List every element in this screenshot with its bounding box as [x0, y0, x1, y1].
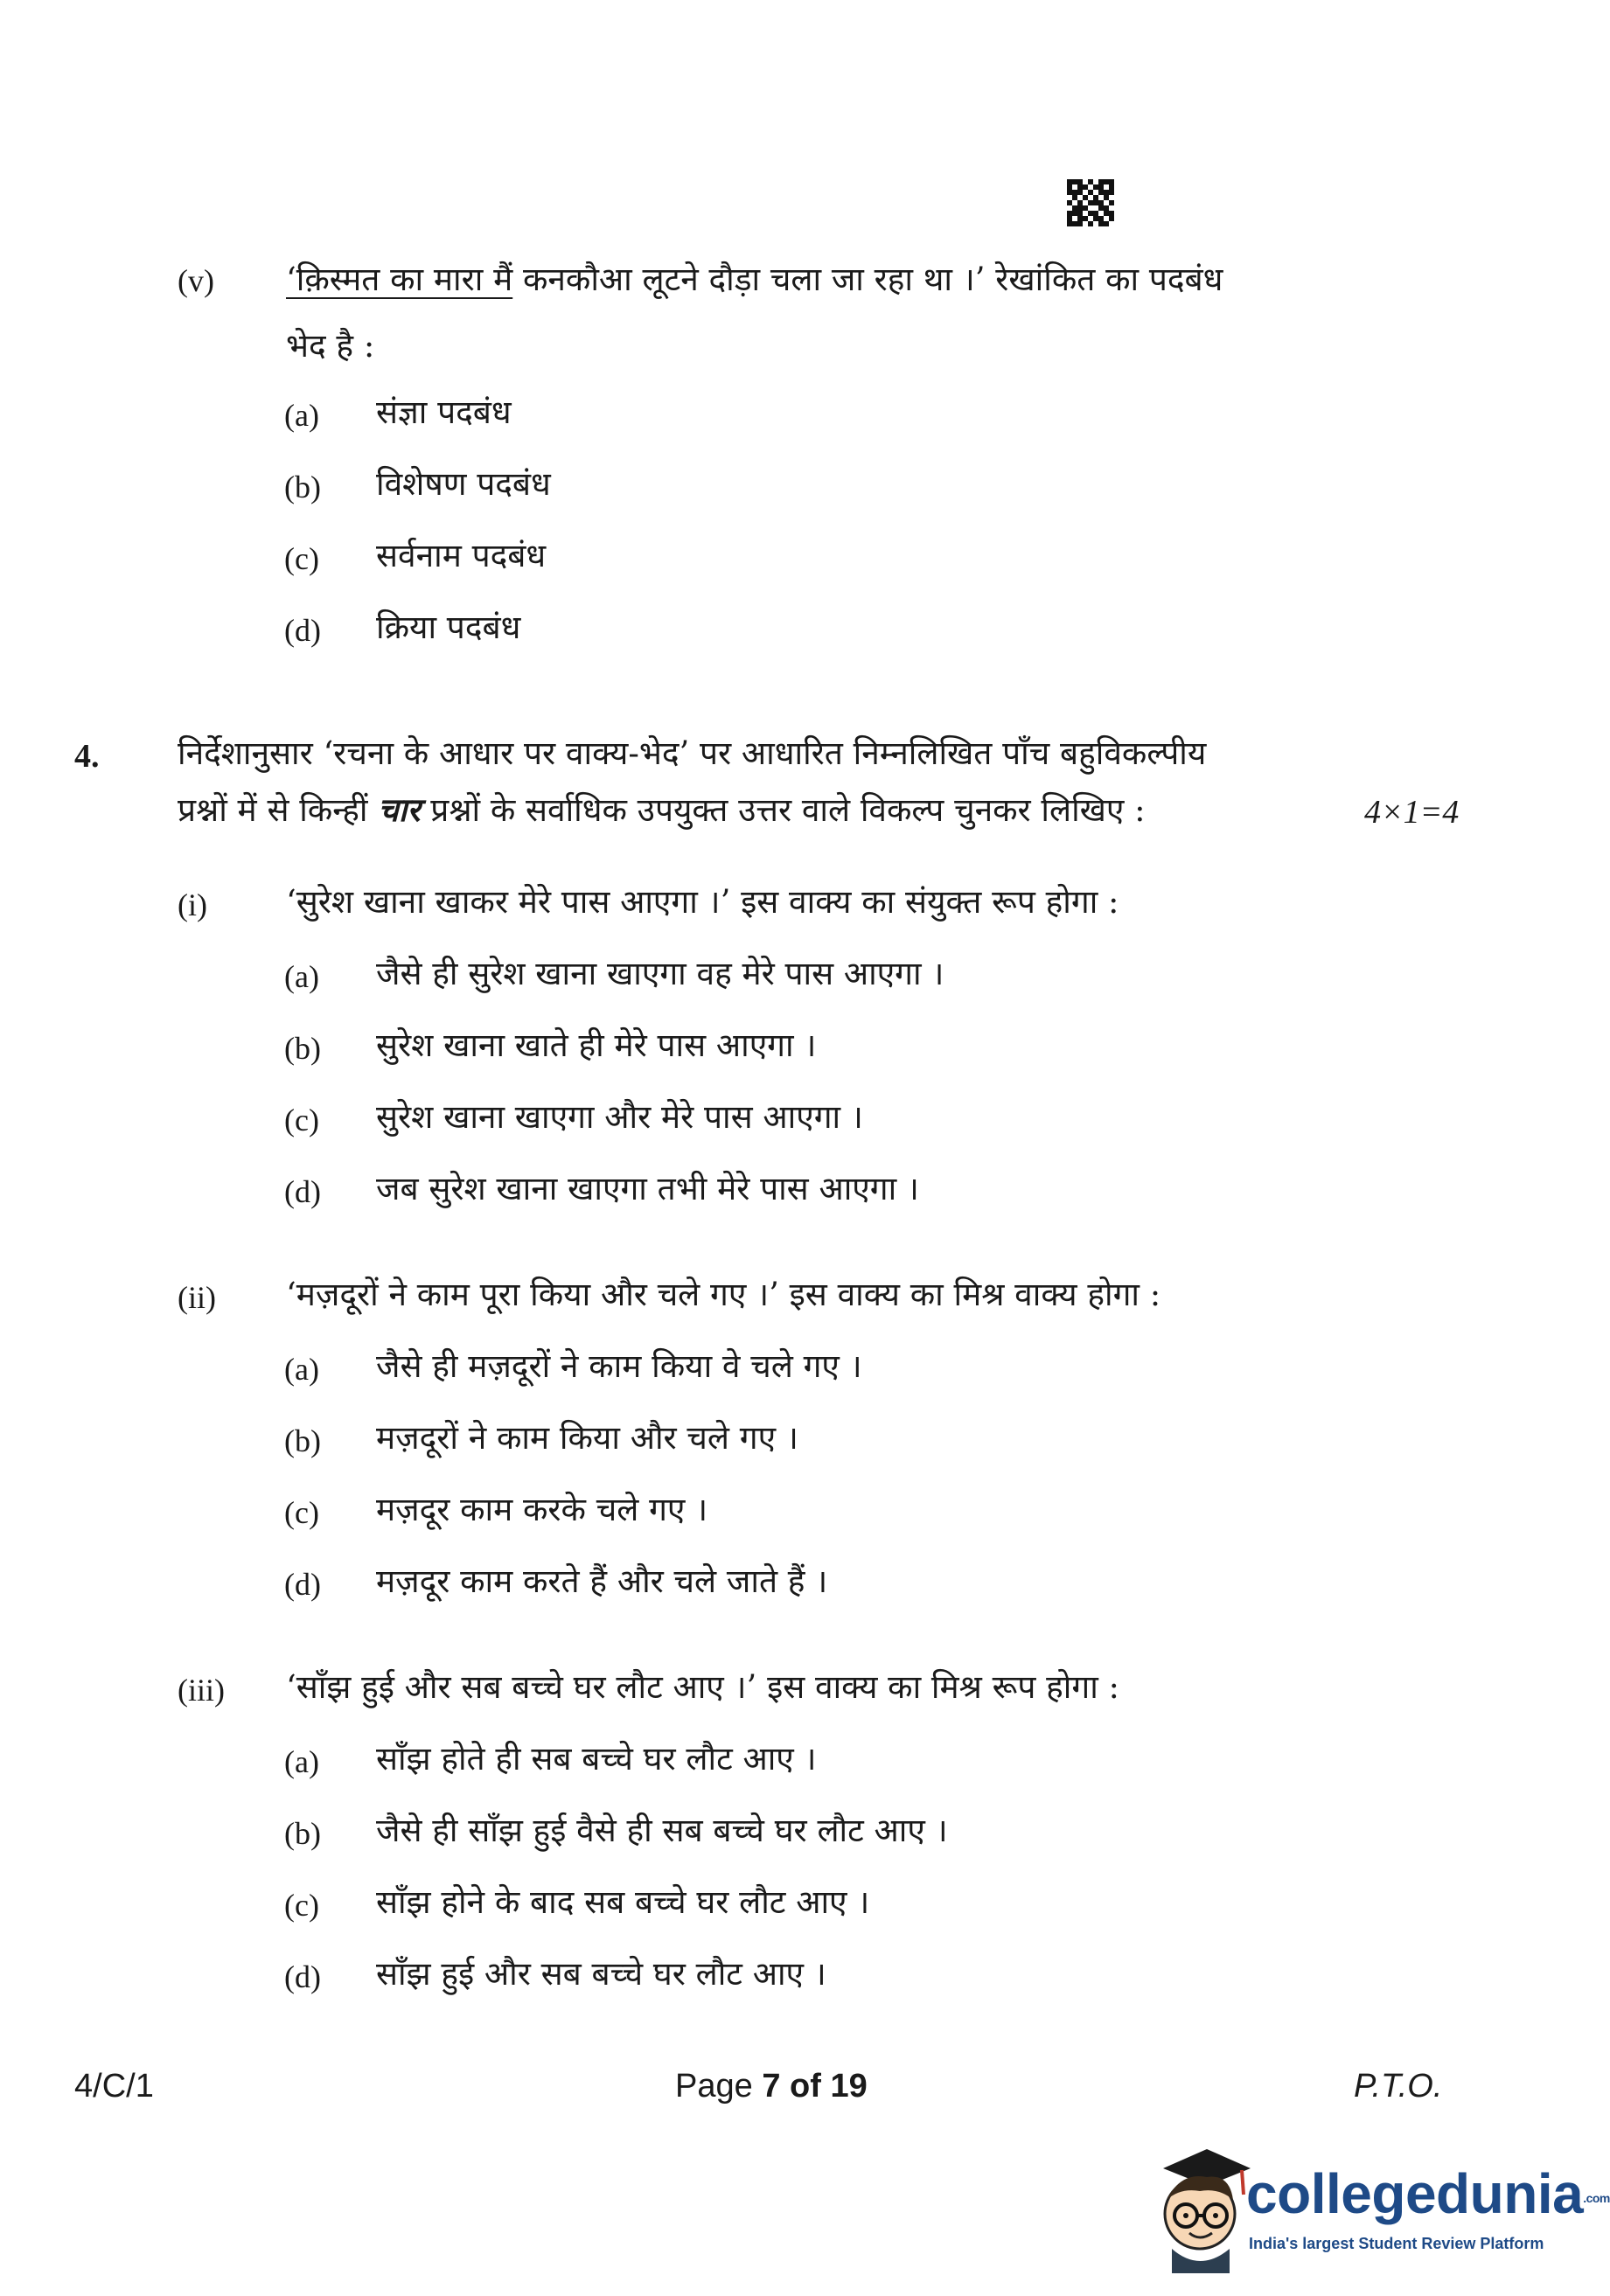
instruction-part: प्रश्नों में से किन्हीं	[178, 791, 379, 829]
subquestion-label: (iii)	[178, 1673, 225, 1708]
option-text: सुरेश खाना खाएगा और मेरे पास आएगा ।	[376, 1098, 863, 1136]
qr-code	[1067, 179, 1114, 226]
option-text: साँझ होने के बाद सब बच्चे घर लौट आए ।	[376, 1883, 870, 1921]
page-total: 19	[830, 2068, 868, 2105]
option-text: संज्ञा पदबंध	[376, 393, 512, 431]
option-label: (c)	[284, 1495, 319, 1530]
page-number	[675, 2065, 868, 2107]
question-label: (v)	[178, 263, 214, 298]
logo-tagline: India's largest Student Review Platform	[1249, 2235, 1544, 2252]
option-text: जैसे ही सुरेश खाना खाएगा वह मेरे पास आएगा ।	[376, 955, 944, 992]
option-label: (a)	[284, 959, 319, 994]
page-current: 7	[762, 2068, 781, 2105]
option-text: जब सुरेश खाना खाएगा तभी मेरे पास आएगा ।	[376, 1170, 919, 1207]
page-prefix: Page	[675, 2068, 763, 2105]
question-text-line2: भेद है :	[286, 327, 375, 365]
instruction-emphasis: चार	[378, 790, 421, 829]
option-text: मज़दूरों ने काम किया और चले गए ।	[376, 1419, 798, 1457]
subquestion-text: ‘मज़दूरों ने काम पूरा किया और चले गए ।’ इस वाक्य का मिश्र वाक्य होगा :	[286, 1276, 1161, 1313]
option-text: साँझ हुई और सब बच्चे घर लौट आए ।	[376, 1955, 826, 1993]
option-text: विशेषण पदबंध	[376, 465, 551, 503]
question-instruction: निर्देशानुसार ‘रचना के आधार पर वाक्य-भेद’ पर आधारित निम्नलिखित पाँच बहुविकल्पीय	[178, 734, 1207, 772]
option-text: सुरेश खाना खाते ही मेरे पास आएगा ।	[376, 1026, 817, 1064]
question-text-rest: कनकौआ लूटने दौड़ा चला जा रहा था ।’ रेखांकित का पदबंध	[512, 261, 1223, 298]
option-label: (c)	[284, 1888, 319, 1923]
option-text: मज़दूर काम करके चले गए ।	[376, 1491, 708, 1528]
logo-suffix: .com	[1583, 2191, 1610, 2206]
logo-name: collegedunia	[1246, 2162, 1584, 2225]
option-label: (a)	[284, 1352, 319, 1387]
subquestion-label: (ii)	[178, 1280, 216, 1315]
option-text: जैसे ही मज़दूरों ने काम किया वे चले गए ।	[376, 1347, 862, 1385]
option-label: (b)	[284, 1423, 321, 1458]
option-label: (b)	[284, 1816, 321, 1851]
option-label: (c)	[284, 541, 319, 576]
marks-allocation: 4×1=4	[1364, 794, 1460, 831]
option-text: साँझ होते ही सब बच्चे घर लौट आए ।	[376, 1740, 817, 1778]
option-label: (d)	[284, 613, 321, 648]
option-text: क्रिया पदबंध	[376, 609, 521, 646]
pto-marker: P.T.O.	[1354, 2068, 1443, 2105]
option-label: (d)	[284, 1567, 321, 1602]
option-label: (a)	[284, 398, 319, 433]
instruction-part: प्रश्नों के सर्वाधिक उपयुक्त उत्तर वाले विकल्प चुनकर लिखिए :	[420, 791, 1146, 829]
subquestion-text: ‘साँझ हुई और सब बच्चे घर लौट आए ।’ इस वाक्य का मिश्र रूप होगा :	[286, 1668, 1119, 1706]
paper-code: 4/C/1	[74, 2068, 154, 2105]
subquestion-label: (i)	[178, 887, 207, 922]
question-number: 4.	[74, 738, 100, 775]
mascot-icon	[1146, 2142, 1255, 2273]
option-label: (b)	[284, 1031, 321, 1066]
option-text: मज़दूर काम करते हैं और चले जाते हैं ।	[376, 1562, 828, 1600]
subquestion-text: ‘सुरेश खाना खाकर मेरे पास आएगा ।’ इस वाक्य का संयुक्त रूप होगा :	[286, 883, 1119, 921]
page-of: of	[780, 2068, 831, 2105]
option-label: (a)	[284, 1744, 319, 1779]
option-label: (d)	[284, 1959, 321, 1994]
option-label: (c)	[284, 1103, 319, 1138]
option-text: जैसे ही साँझ हुई वैसे ही सब बच्चे घर लौट आए ।	[376, 1812, 948, 1849]
underlined-phrase: ‘क़िस्मत का मारा मैं	[286, 261, 513, 298]
question-instruction-line2	[178, 789, 1146, 831]
option-label: (b)	[284, 470, 321, 504]
option-text: सर्वनाम पदबंध	[376, 537, 547, 574]
option-label: (d)	[284, 1174, 321, 1209]
question-text	[286, 259, 1223, 301]
logo-wordmark	[1246, 2161, 1610, 2226]
